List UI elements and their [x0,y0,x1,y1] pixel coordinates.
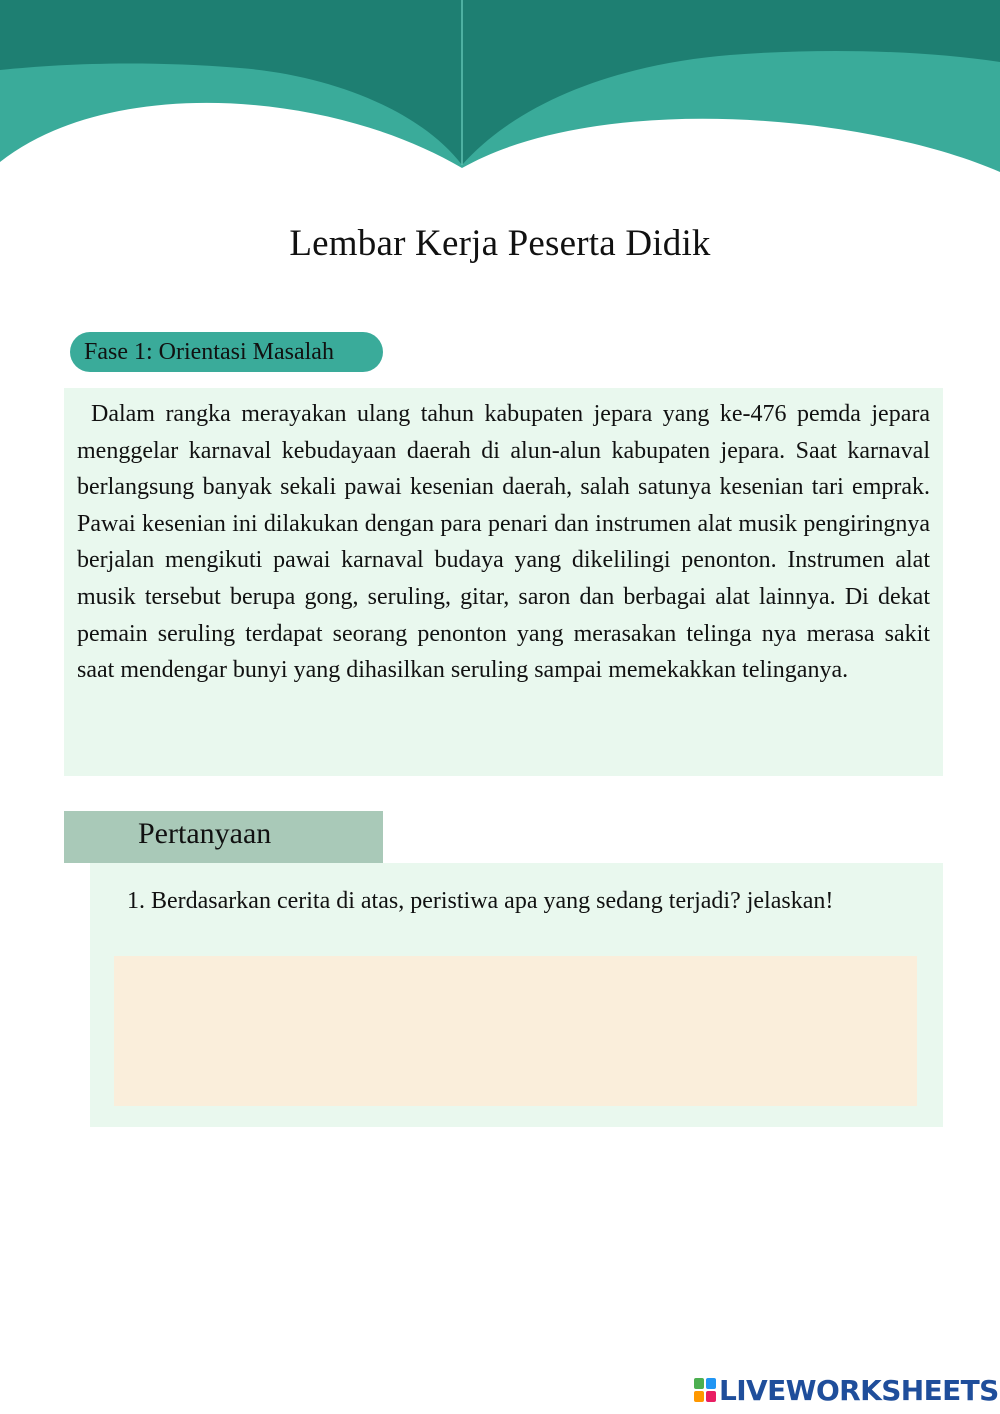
story-text: Dalam rangka merayakan ulang tahun kabupaten jepara yang ke-476 pemda jepara menggelar karnaval kebudayaan daerah di alun-alun kabupaten jepara. Saat karnaval berlangsung banyak sekali pawai kesenian daerah, salah satunya kesenian tari emprak. Pawai kesenian ini dilakukan dengan para penari dan instrumen alat musik pengiringnya berjalan mengikuti pawai karnaval budaya yang dikelilingi penonton. Instrumen alat musik tersebut berupa gong, seruling, gitar, saron dan berbagai alat lainnya. Di dekat pemain seruling terdapat seorang penonton yang merasakan telinga nya merasa sakit saat mendengar bunyi yang dihasilkan seruling sampai memekakkan telinganya. [77,401,930,684]
question-1-text: 1. Berdasarkan cerita di atas, peristiwa apa yang sedang terjadi? jelaskan! [127,888,834,914]
liveworksheets-logo [693,1373,999,1407]
story-panel [64,388,943,776]
liveworksheets-logo-icon [693,1375,717,1405]
page-title: Lembar Kerja Peserta Didik [289,223,711,264]
liveworksheets-brand-text: LIVEWORKSHEETS [719,1373,999,1407]
question-1-answer-field[interactable] [114,956,917,1106]
phase-label-pill: Fase 1: Orientasi Masalah [70,332,383,372]
questions-heading: Pertanyaan [64,811,383,863]
question-panel [90,863,943,1127]
header-book-decoration [0,0,1000,200]
